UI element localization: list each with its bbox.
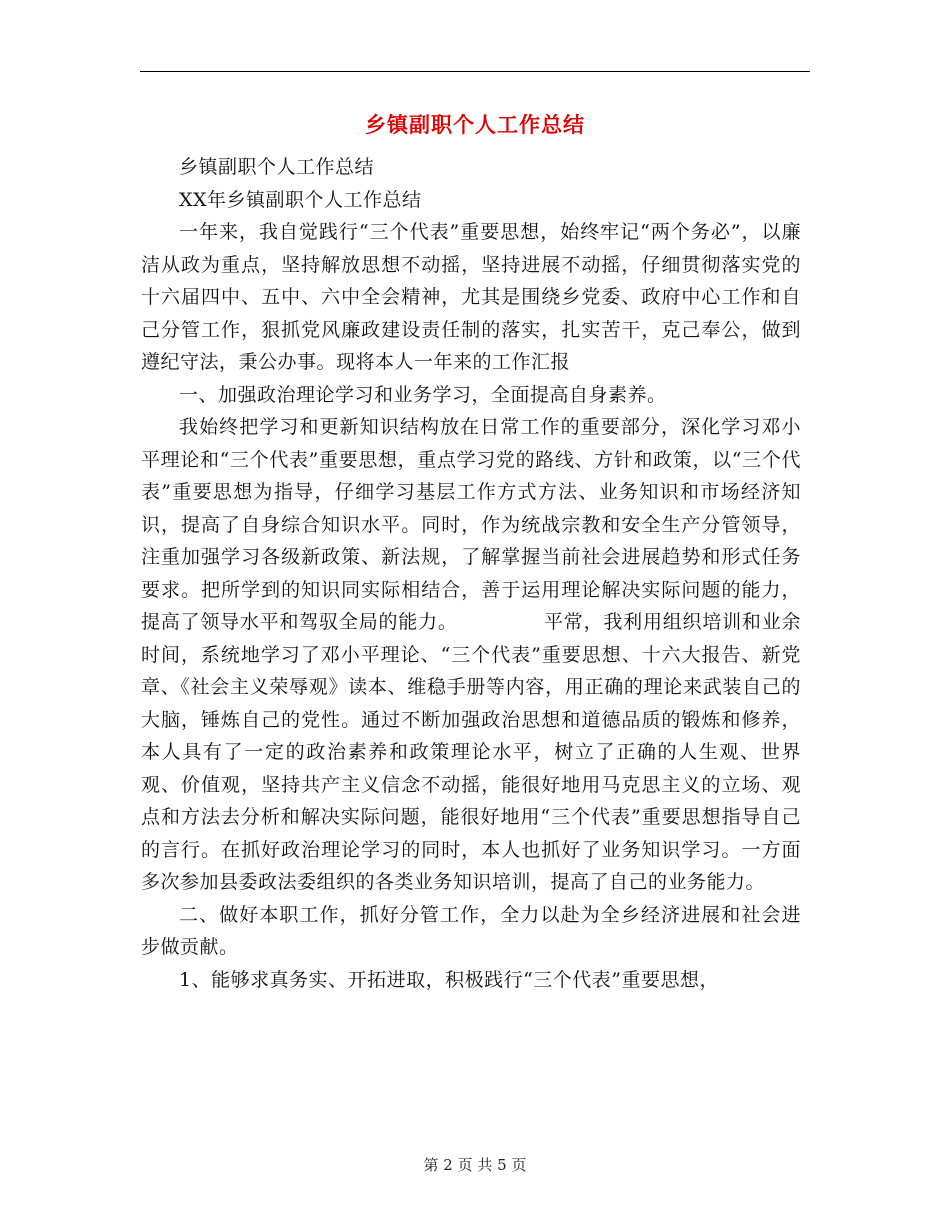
item-paragraph-1: 1、能够求真务实、开拓进取，积极践行“三个代表”重要思想， — [179, 968, 720, 991]
section-heading-1: 一、加强政治理论学习和业务学习，全面提高自身素养。 — [179, 383, 667, 406]
study-paragraph-part-1: 我始终把学习和更新知识结构放在日常工作的重要部分，深化学习邓小平理论和“三个代表”重要思想，重点学习党的路线、方针和政策，以“三个代表”重要思想为指导，仔细学习基层工作方式方法、业务知识和市场经济知识，提高了自身综合知识水平。同时，作为统战宗教和安全生产分管领导，注重加强学习各级新政策、新法规，了解掌握当前社会进展趋势和形式任务要求。把所学到的知识同实际相结合，善于运用理论解决实际问题的能力，提高了领导水平和驾驭全局的能力。 — [141, 416, 801, 633]
study-paragraph-part-2: 平常，我利用组织培训和业余时间，系统地学习了邓小平理论、“三个代表”重要思想、十六大报告、新党章、《社会主义荣辱观》读本、维稳手册等内容，用正确的理论来武装自己的大脑，锤炼自己的党性。通过不断加强政治思想和道德品质的锻炼和修养，本人具有了一定的政治素养和政策理论水平，树立了正确的人生观、世界观、价值观，坚持共产主义信念不动摇，能很好地用马克思主义的立场、观点和方法去分析和解决实际问题，能很好地用“三个代表”重要思想指导自己的言行。在抓好政治理论学习的同时，本人也抓好了业务知识学习。一方面多次参加县委政法委组织的各类业务知识培训，提高了自己的业务能力。 — [141, 611, 801, 893]
document-body — [141, 151, 801, 996]
intro-paragraph: 一年来，我自觉践行“三个代表”重要思想，始终牢记“两个务必”，以廉洁从政为重点，坚持解放思想不动摇，坚持进展不动摇，仔细贯彻落实党的十六届四中、五中、六中全会精神，尤其是围绕乡党委、政府中心工作和自己分管工作，狠抓党风廉政建设责任制的落实，扎实苦干，克己奉公，做到遵纪守法，秉公办事。现将本人一年来的工作汇报 — [141, 221, 801, 373]
study-paragraph — [141, 411, 801, 899]
document-title: 乡镇副职个人工作总结 — [365, 113, 585, 137]
page-number-footer: 第 2 页 共 5 页 — [423, 1156, 527, 1174]
section-heading-2: 二、做好本职工作，抓好分管工作，全力以赴为全乡经济进展和社会进步做贡献。 — [141, 903, 801, 958]
year-title-paragraph: XX年乡镇副职个人工作总结 — [179, 188, 422, 211]
header-rule — [140, 71, 810, 72]
subtitle-paragraph: 乡镇副职个人工作总结 — [179, 156, 375, 178]
